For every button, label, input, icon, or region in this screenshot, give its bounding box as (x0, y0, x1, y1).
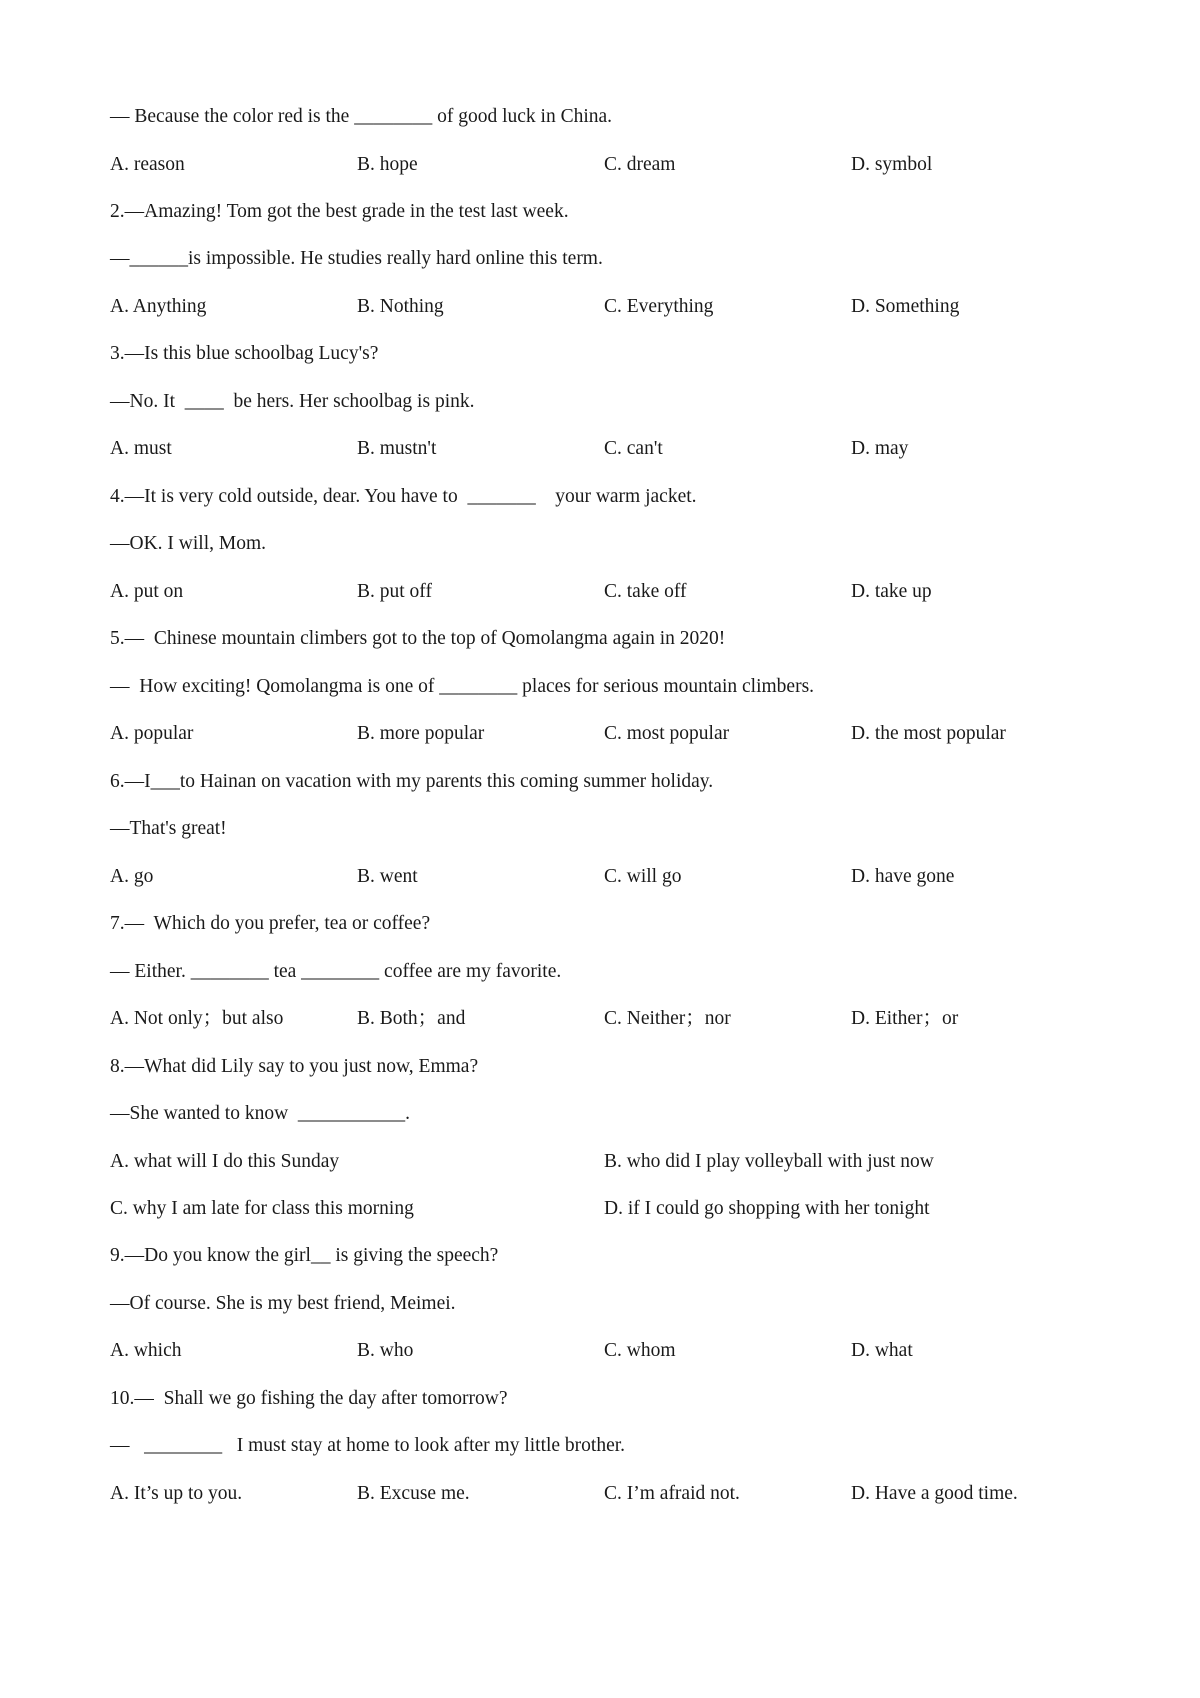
question-2-option-c: C. Everything (604, 296, 714, 317)
question-9-answer-line: —Of course. She is my best friend, Meimei. (110, 1293, 456, 1314)
question-8-option-d: D. if I could go shopping with her tonight (604, 1198, 930, 1219)
question-3-prompt: 3.—Is this blue schoolbag Lucy's? (110, 343, 379, 364)
question-1-answer-line: — Because the color red is the ________ of good luck in China. (110, 106, 613, 127)
question-9-option-b: B. who (357, 1340, 414, 1361)
question-1-option-b: B. hope (357, 154, 418, 175)
question-9-option-c: C. whom (604, 1340, 676, 1361)
question-9-option-a: A. which (110, 1340, 182, 1361)
question-1-option-c: C. dream (604, 154, 676, 175)
question-1-option-d: D. symbol (851, 154, 933, 175)
question-7-prompt: 7.— Which do you prefer, tea or coffee? (110, 913, 431, 934)
question-7-option-c: C. Neither；nor (604, 1008, 731, 1029)
question-6-option-b: B. went (357, 866, 418, 887)
question-2-answer-line: —______is impossible. He studies really hard online this term. (110, 248, 603, 269)
question-8-option-a: A. what will I do this Sunday (110, 1151, 340, 1172)
question-6-option-d: D. have gone (851, 866, 955, 887)
question-8-option-b: B. who did I play volleyball with just now (604, 1151, 934, 1172)
question-10-option-b: B. Excuse me. (357, 1483, 470, 1504)
question-10-answer-line: — ________ I must stay at home to look after my little brother. (110, 1435, 626, 1456)
question-7-answer-line: — Either. ________ tea ________ coffee are my favorite. (110, 961, 562, 982)
question-5-option-a: A. popular (110, 723, 194, 744)
question-4-option-c: C. take off (604, 581, 687, 602)
question-2-option-b: B. Nothing (357, 296, 444, 317)
question-5-answer-line: — How exciting! Qomolangma is one of ________ places for serious mountain climbers. (110, 676, 815, 697)
question-2-option-a: A. Anything (110, 296, 207, 317)
question-6-option-a: A. go (110, 866, 154, 887)
question-3-option-a: A. must (110, 438, 172, 459)
question-7-option-d: D. Either；or (851, 1008, 959, 1029)
question-8-answer-line: —She wanted to know ___________. (110, 1103, 411, 1124)
question-4-option-a: A. put on (110, 581, 184, 602)
question-5-option-b: B. more popular (357, 723, 485, 744)
question-8-prompt: 8.—What did Lily say to you just now, Emma? (110, 1056, 479, 1077)
question-5-option-c: C. most popular (604, 723, 730, 744)
question-7-option-a: A. Not only；but also (110, 1008, 284, 1029)
question-5-prompt: 5.— Chinese mountain climbers got to the top of Qomolangma again in 2020! (110, 628, 726, 649)
question-4-option-d: D. take up (851, 581, 932, 602)
question-1-option-a: A. reason (110, 154, 185, 175)
question-3-option-c: C. can't (604, 438, 663, 459)
question-3-answer-line: —No. It ____ be hers. Her schoolbag is pink. (110, 391, 475, 412)
question-4-option-b: B. put off (357, 581, 432, 602)
question-10-option-a: A. It’s up to you. (110, 1483, 243, 1504)
question-7-option-b: B. Both；and (357, 1008, 466, 1029)
question-4-prompt: 4.—It is very cold outside, dear. You have to _______ your warm jacket. (110, 486, 697, 507)
question-4-answer-line: —OK. I will, Mom. (110, 533, 266, 554)
question-3-option-d: D. may (851, 438, 909, 459)
question-2-option-d: D. Something (851, 296, 960, 317)
question-10-option-c: C. I’m afraid not. (604, 1483, 740, 1504)
question-10-option-d: D. Have a good time. (851, 1483, 1018, 1504)
question-6-option-c: C. will go (604, 866, 682, 887)
question-9-option-d: D. what (851, 1340, 913, 1361)
question-5-option-d: D. the most popular (851, 723, 1006, 744)
question-6-answer-line: —That's great! (110, 818, 227, 839)
question-6-prompt: 6.—I___to Hainan on vacation with my parents this coming summer holiday. (110, 771, 714, 792)
question-10-prompt: 10.— Shall we go fishing the day after tomorrow? (110, 1388, 508, 1409)
question-9-prompt: 9.—Do you know the girl__ is giving the speech? (110, 1245, 499, 1266)
question-2-prompt: 2.—Amazing! Tom got the best grade in the test last week. (110, 201, 569, 222)
question-3-option-b: B. mustn't (357, 438, 437, 459)
question-8-option-c: C. why I am late for class this morning (110, 1198, 414, 1219)
